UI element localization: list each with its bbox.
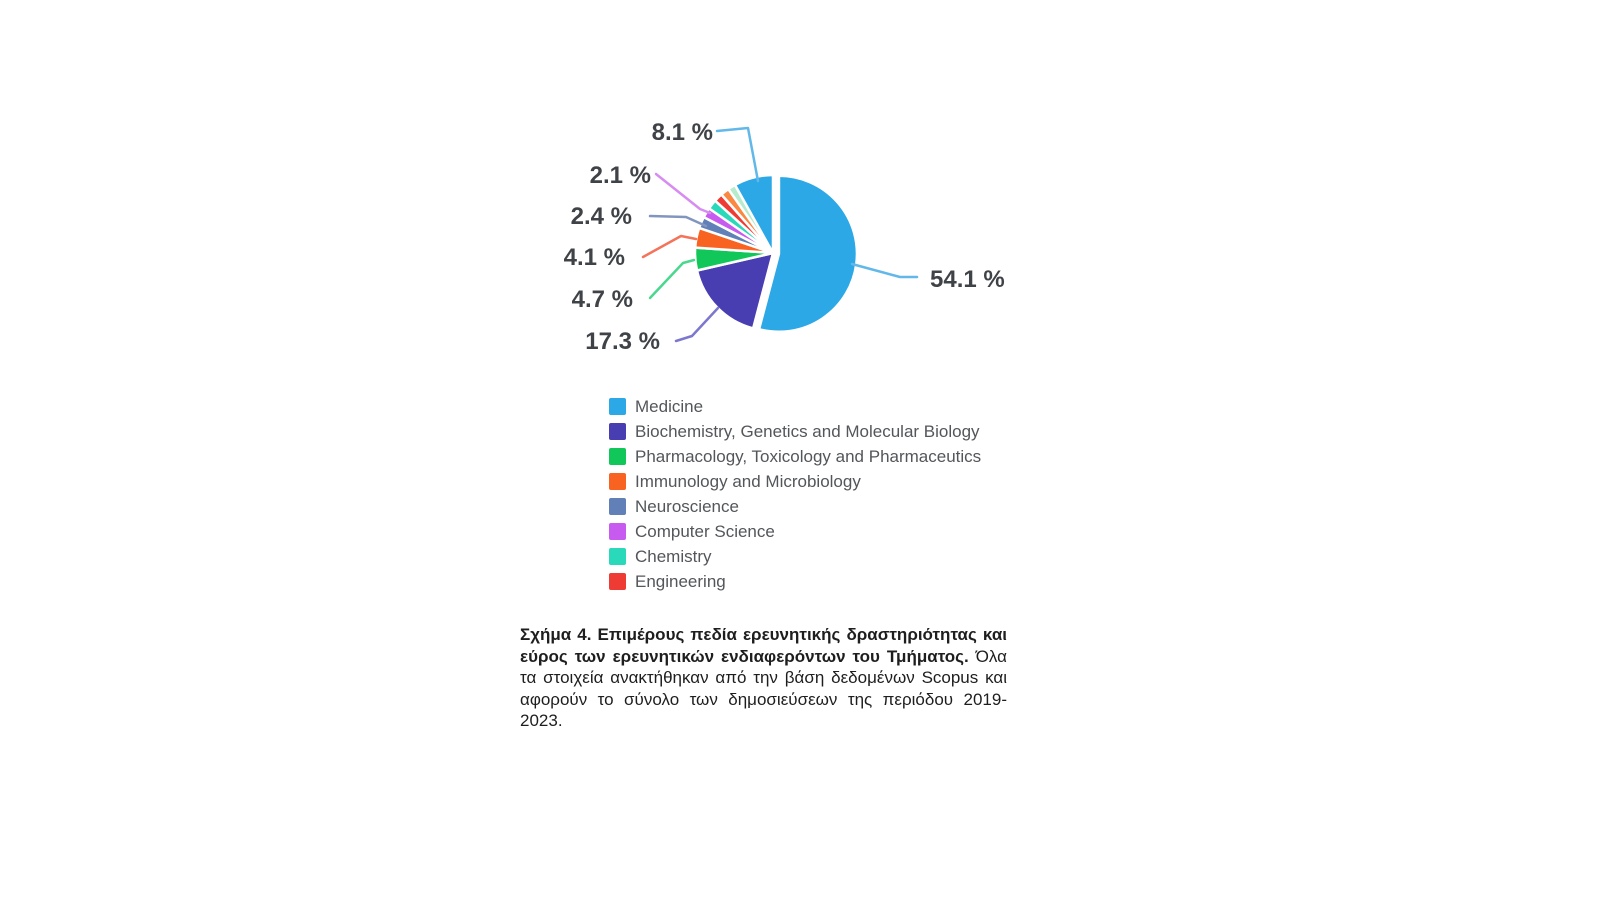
pie-leader-line-5 <box>676 308 718 341</box>
legend-label-neuroscience: Neuroscience <box>635 496 739 516</box>
legend-swatch-neuroscience <box>609 498 626 515</box>
legend-label-biochemistry: Biochemistry, Genetics and Molecular Biology <box>635 421 980 441</box>
figure-caption <box>520 624 1007 732</box>
legend-label-chemistry: Chemistry <box>635 546 712 566</box>
pie-pct-label-neuroscience: 2.4 % <box>570 203 632 230</box>
pie-leader-line-1 <box>656 174 710 213</box>
legend-swatch-biochemistry <box>609 423 626 440</box>
legend-swatch-engineering <box>609 573 626 590</box>
legend-label-immunology: Immunology and Microbiology <box>635 471 861 491</box>
legend-row-neuroscience <box>609 498 981 515</box>
legend-label-pharmacology: Pharmacology, Toxicology and Pharmaceutics <box>635 446 982 466</box>
legend-row-pharmacology <box>609 448 981 465</box>
legend-label-computer-science: Computer Science <box>635 521 775 541</box>
legend-swatch-medicine <box>609 398 626 415</box>
legend-label-medicine: Medicine <box>635 396 704 416</box>
legend-row-engineering <box>609 573 981 590</box>
pie-leader-line-4 <box>650 260 694 298</box>
legend-row-computer-science <box>609 523 981 540</box>
pie-pct-label-immunology: 4.1 % <box>563 244 625 271</box>
pie-pct-label-biochemistry: 17.3 % <box>585 328 660 355</box>
caption-body-text: Όλα τα στοιχεία ανακτήθηκαν από την βάση δεδομένων Scopus και αφορούν το σύνολο των δημοσιεύσεων της περιόδου 2019-2023. <box>520 646 1007 731</box>
legend-row-medicine <box>609 398 981 415</box>
legend-row-biochemistry <box>609 423 981 440</box>
legend-swatch-immunology <box>609 473 626 490</box>
pie-pct-label-pharmacology: 4.7 % <box>571 286 633 313</box>
legend-label-engineering: Engineering <box>635 571 726 591</box>
pie-pct-label-other: 8.1 % <box>651 119 713 146</box>
pie-leader-line-3 <box>643 236 696 257</box>
pie-leader-line-2 <box>650 216 706 226</box>
pie-pct-label-medicine: 54.1 % <box>930 266 1005 293</box>
legend-swatch-chemistry <box>609 548 626 565</box>
legend-row-chemistry <box>609 548 981 565</box>
legend-swatch-pharmacology <box>609 448 626 465</box>
pie-leader-line-6 <box>852 264 917 277</box>
caption-bold-text: Σχήμα 4. Επιμέρους πεδία ερευνητικής δραστηριότητας και εύρος των ερευνητικών ενδιαφερόντων του Τμήματος. <box>520 625 1007 666</box>
legend-row-immunology <box>609 473 981 490</box>
chart-legend <box>609 398 981 598</box>
pie-pct-label-computer-science: 2.1 % <box>589 162 651 189</box>
legend-swatch-computer-science <box>609 523 626 540</box>
pie-leader-line-0 <box>717 128 758 181</box>
